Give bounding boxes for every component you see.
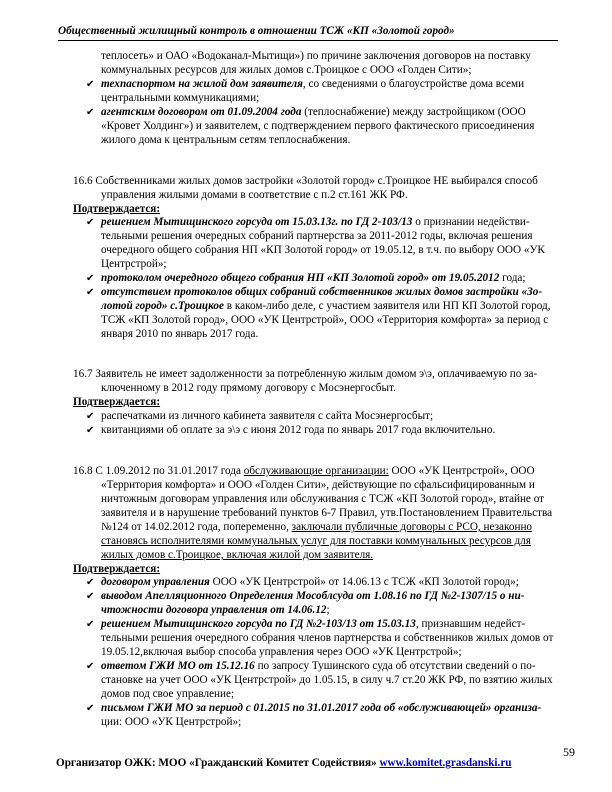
list-item-cont: тельными решения очередного собрания членов партнерства и собственников жилых домов от [101, 632, 554, 644]
section-16-8-line: становясь исполнителями коммунальных услуг для поставки коммунальных ресурсов для [101, 535, 531, 547]
footer-text: Организатор ОЖК: МОО «Гражданский Комитет Содействия» [56, 757, 380, 769]
section-16-8-line-1: 16.8 С 1.09.2012 по 31.01.2017 года обслуживающие организации: ООО «УК Центрстрой», ООО [73, 465, 535, 477]
confirm-heading: Подтверждается: [73, 396, 161, 408]
list-item-cont: центральными коммуникациями; [101, 92, 260, 104]
list-item: квитанциями об оплате за э\э с июня 2012 года по январь 2017 года включительно. [101, 424, 496, 436]
checkmark-icon: ✔ [86, 287, 95, 298]
list-item-cont: домов под свое управление; [101, 688, 235, 700]
section-16-6-line-2: управления жилыми домами в соответствие с п.2 ст.161 ЖК РФ. [101, 189, 408, 201]
confirm-heading: Подтверждается: [73, 563, 161, 575]
continuation-line-1: теплосеть» и ОАО «Водоканал-Мытищи») по причине заключения договоров на поставку [101, 50, 531, 62]
section-16-8-line: заявителя и в нарушение требований пунктов 6-7 Правил, утв.Постановлением Правительства [101, 507, 553, 519]
list-item-cont: тельными решения очередных собраний партнерства за 2011-2012 годы, включая решения [101, 230, 533, 242]
list-item: письмом ГЖИ МО за период с 01.2015 по 31.01.2017 года об «обслуживающей» организа- [101, 702, 542, 714]
checkmark-icon: ✔ [86, 217, 95, 228]
list-item-cont: чтожности договора управления от 14.06.12; [101, 604, 330, 616]
checkmark-icon: ✔ [86, 577, 95, 588]
list-item-cont: лотой город» с.Троицкое в каком-либо деле, с участием заявителя или НП КП Золотой город, [101, 300, 551, 312]
list-item: отсутствием протоколов общих собраний собственников жилых домов застройки «Зо- [101, 286, 543, 298]
list-item: распечатками из личного кабинета заявителя с сайта Мосэнергосбыт; [101, 410, 434, 422]
list-item-cont: ции: ООО «УК Центрстрой»; [101, 716, 242, 728]
list-item: договором управления ООО «УК Центрстрой» от 14.06.13 с ТСЖ «КП Золотой город»; [101, 576, 519, 588]
section-16-8-line: «Территория комфорта» и ООО «Голден Сити», действующие по сфальсифицированным и [101, 479, 535, 491]
list-item: решением Мытищинского горсуда от 15.03.13г. по ГД 2-103/13 о признании недействи- [101, 216, 530, 228]
section-16-7-line-1: 16.7 Заявитель не имеет задолженности за потребленную жилым домом э\э, оплачиваемую по за- [73, 368, 538, 380]
list-item: протоколом очередного общего собрания НП «КП Золотой город» от 19.05.2012 года; [101, 272, 526, 284]
checkmark-icon: ✔ [86, 591, 95, 602]
section-16-8-line: жилых домов с.Троицкое, включая жилой дом заявителя. [101, 549, 374, 561]
confirm-heading: Подтверждается: [73, 203, 161, 215]
section-16-8-line: ничтожным договорам управления или обслуживания с ТСЖ «КП Золотой город», втайне от [101, 493, 545, 505]
list-item-cont: «Кровет Холдинг») и заявителем, с подтверждением первого фактического присоединения [101, 120, 535, 132]
section-16-7-line-2: ключенному в 2012 году прямому договору с Мосэнергосбыт. [101, 382, 396, 394]
list-item-cont: становке на учет ООО «УК Центрстрой» до 1.05.15, в силу ч.7 ст.20 ЖК РФ, по взятию жилых [101, 674, 553, 686]
checkmark-icon: ✔ [86, 425, 95, 436]
checkmark-icon: ✔ [86, 661, 95, 672]
list-item: агентским договором от 01.09.2004 года (теплоснабжение) между застройщиком (ООО [101, 106, 526, 118]
list-item: ответом ГЖИ МО от 15.12.16 по запросу Тушинского суда об отсутствии сведений о по- [101, 660, 536, 672]
list-item-cont: ТСЖ «КП Золотой город», ООО «УК Центрстрой», ООО «Территория комфорта» за период с [101, 314, 549, 326]
checkmark-icon: ✔ [86, 619, 95, 630]
checkmark-icon: ✔ [86, 107, 95, 118]
page-footer [56, 757, 546, 771]
list-item-cont: 19.05.12,включая выбор способа управления через ООО «УК Центрстрой»; [101, 646, 462, 658]
list-item: техпаспортом на жилой дом заявителя, со сведениями о благоустройстве дома всеми [101, 78, 525, 90]
checkmark-icon: ✔ [86, 703, 95, 714]
list-item: решением Мытищинского горсуда по ГД №2-103/13 от 15.03.13, признавшим недейст- [101, 618, 526, 630]
list-item-cont: жилого дома к центральным сетям теплоснабжения. [101, 134, 351, 146]
list-item-cont: января 2010 по январь 2017 года. [101, 328, 259, 340]
section-16-8-line: №124 от 14.02.2012 года, попеременно, заключали публичные договоры с РСО, незаконно [101, 521, 533, 533]
list-item: выводом Апелляционного Определения Мособлсуда от 1.08.16 по ГД №2-1307/15 о ни- [101, 590, 525, 602]
footer-website-link[interactable]: www.komitet.grasdanski.ru [379, 757, 512, 769]
page-number: 59 [563, 745, 575, 759]
checkmark-icon: ✔ [86, 79, 95, 90]
list-item-cont: Центрстрой»; [101, 258, 167, 270]
continuation-line-2: коммунальных ресурсов для жилых домов с.Троицкое с ООО «Голден Сити»; [101, 64, 472, 76]
list-item-cont: очередного общего собрания НП «КП Золотой город» от 19.05.12, в т.ч. по выбору ООО «УК [101, 244, 545, 256]
checkmark-icon: ✔ [86, 273, 95, 284]
checkmark-icon: ✔ [86, 411, 95, 422]
section-16-6-line-1: 16.6 Собственниками жилых домов застройки «Золотой город» с.Троицкое НЕ выбирался способ [73, 175, 538, 187]
page-header: Общественный жилищный контроль в отношении ТСЖ «КП «Золотой город» [58, 24, 558, 41]
